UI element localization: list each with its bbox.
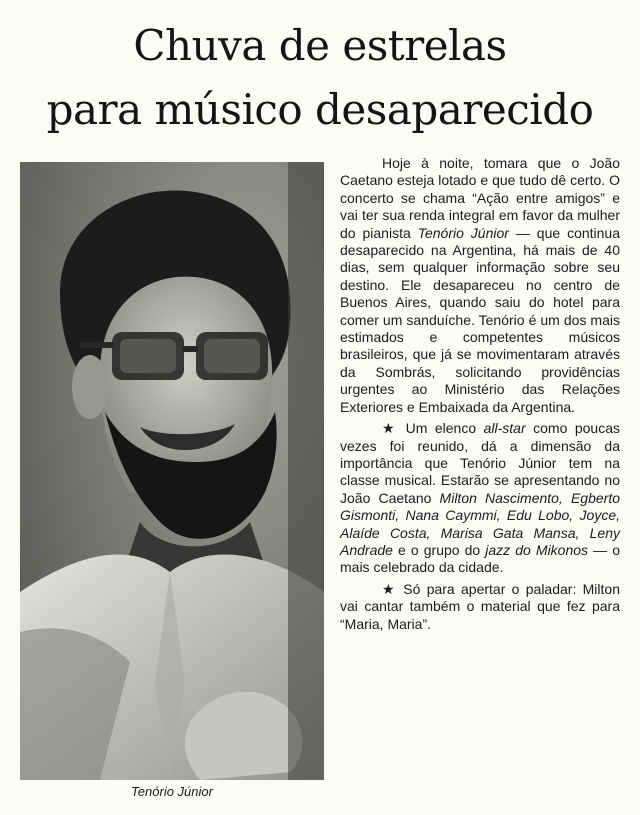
article-paragraph-3 <box>340 581 620 633</box>
article-body <box>340 155 620 633</box>
article-paragraph-1 <box>340 155 620 416</box>
text-run: — que continua desaparecido na Argentina, há mais de 40 dias, sem qualquer informação sobre seu destino. Ele desapareceu no centro de Buenos Aires, quando saiu do hotel para comer um sanduíche. Tenório é um dos mais estimados e competentes músicos brasileiros, que já se movimentaram através da Sombrás, solicitando providências urgentes ao Ministério das Relações Exteriores e Embaixada da Argentina. <box>340 224 620 415</box>
photo-block <box>20 162 324 780</box>
portrait-illustration <box>20 162 324 780</box>
text-run: — o mais celebrado da cidade. <box>340 541 620 576</box>
text-run: Hoje à noite, tomara que o João Caetano esteja lotado e que tudo dê certo. O concerto se chama “Ação entre amigos” e vai ter sua renda integral em favor da mulher do pianista <box>340 155 620 241</box>
italic-run: Milton Nascimento, Egberto Gismonti, Nana Caymmi, Edu Lobo, Joyce, Alaíde Costa, Marisa Gata Mansa, Leny Andrade <box>340 489 620 558</box>
text-run: Só para apertar o paladar: Milton vai cantar também o material que fez para “Maria, Maria”. <box>340 580 620 632</box>
text-run: Um elenco <box>405 420 484 437</box>
text-run: e o grupo do <box>392 541 486 558</box>
portrait-photo <box>20 162 324 780</box>
photo-caption: Tenório Júnior <box>131 784 213 799</box>
article-paragraph-2 <box>340 420 620 577</box>
italic-run: jazz do Mikonos <box>485 541 589 558</box>
headline-line-2: para músico desaparecido <box>46 85 594 134</box>
headline-line-1: Chuva de estrelas <box>133 21 507 70</box>
italic-run: all-star <box>483 420 526 437</box>
star-bullet: ★ <box>382 420 406 437</box>
italic-run: Tenório Júnior <box>417 224 509 241</box>
star-bullet: ★ <box>382 580 404 597</box>
text-run: como poucas vezes foi reunido, dá a dimensão da importância que Tenório Júnior tem na classe musical. Estarão se apresentando no João Caetano <box>340 420 620 506</box>
